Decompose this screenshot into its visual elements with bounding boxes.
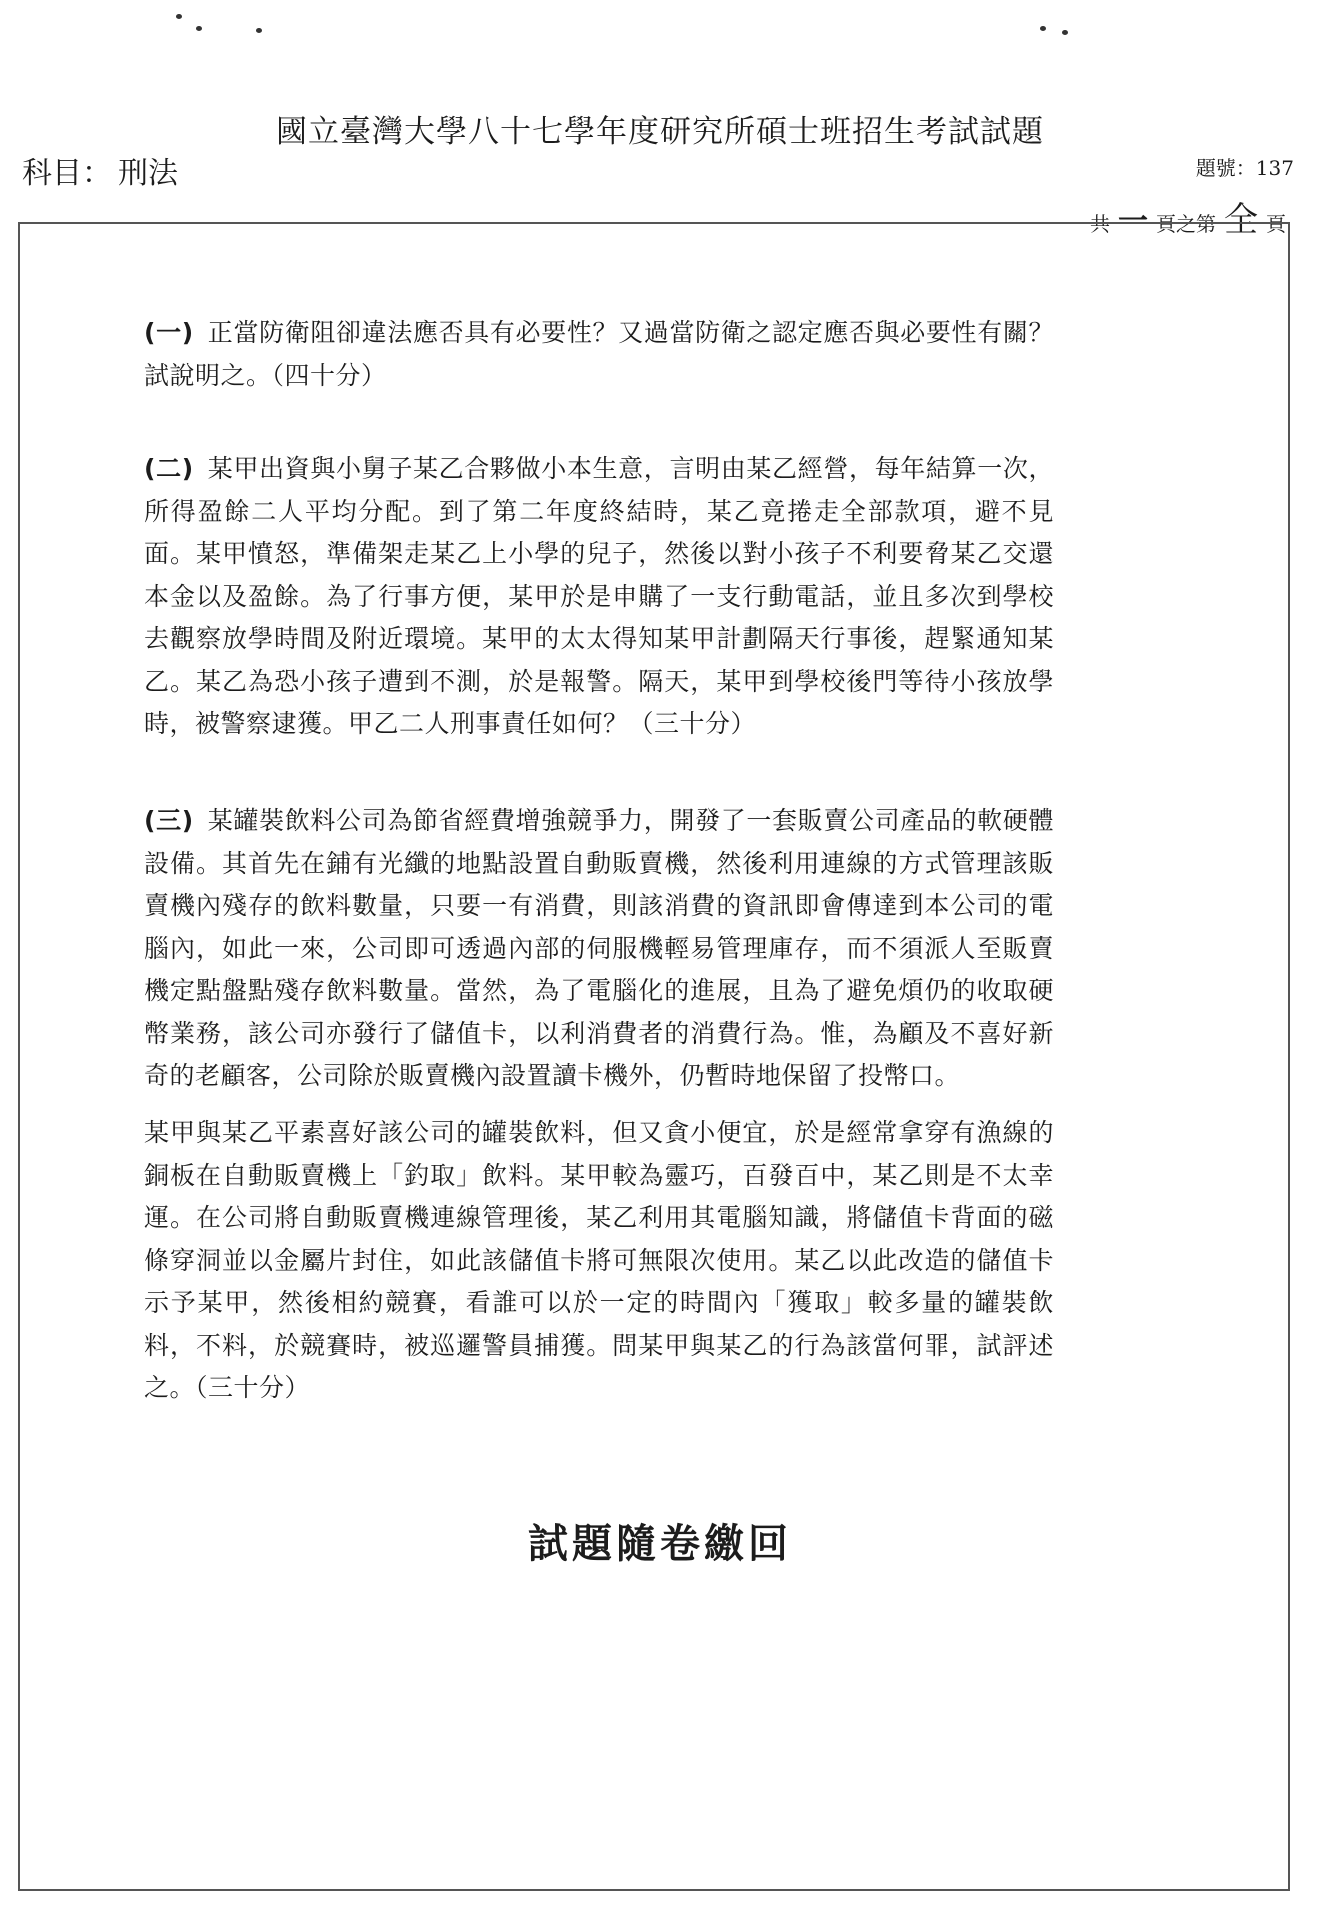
scan-speck [1040,26,1046,31]
question-2-label: (二) [144,454,194,483]
pages-middle: 頁之第 [1156,212,1216,236]
return-notice: 試題隨卷繳回 [528,1520,792,1567]
pages-prefix: 共 [1090,212,1110,236]
question-3 [144,800,1054,1098]
question-1-label: (一) [144,318,194,347]
question-3-text: 某罐裝飲料公司為節省經費增強競爭力，開發了一套販賣公司產品的軟硬體設備。其首先在鋪有光纖的地點設置自動販賣機，然後利用連線的方式管理該販賣機內殘存的飲料數量，只要一有消費，則該消費的資訊即會傳達到本公司的電腦內，如此一來，公司即可透過內部的伺服機輕易管理庫存，而不須派人至販賣機定點盤點殘存飲料數量。當然，為了電腦化的進展，且為了避免煩仍的收取硬幣業務，該公司亦發行了儲值卡，以利消費者的消費行為。惟，為顧及不喜好新奇的老顧客，公司除於販賣機內設置讀卡機外，仍暫時地保留了投幣口。 [144,806,1054,1090]
question-2-text: 某甲出資與小舅子某乙合夥做小本生意，言明由某乙經營，每年結算一次，所得盈餘二人平均分配。到了第二年度終結時，某乙竟捲走全部款項，避不見面。某甲憤怒，準備架走某乙上小學的兒子，然後以對小孩子不利要脅某乙交還本金以及盈餘。為了行事方便，某甲於是申購了一支行動電話，並且多次到學校去觀察放學時間及附近環境。某甲的太太得知某甲計劃隔天行事後，趕緊通知某乙。某乙為恐小孩子遭到不測，於是報警。隔天，某甲到學校後門等待小孩放學時，被警察逮獲。甲乙二人刑事責任如何？（三十分） [144,454,1054,738]
question-2 [144,448,1054,746]
question-1-text: 正當防衛阻卻違法應否具有必要性？又過當防衛之認定應否與必要性有關？試說明之。（四十分） [144,318,1054,390]
subject-value: 刑法 [118,156,178,191]
subject-label: 科目： [22,156,112,191]
question-number: 題號：137 [1195,156,1294,180]
exam-title: 國立臺灣大學八十七學年度研究所碩士班招生考試試題 [276,114,1044,150]
question-3-label: (三) [144,806,194,835]
scan-speck [256,28,262,33]
pages-total: 一 [1118,204,1148,239]
subject [22,148,178,192]
pages-suffix: 頁 [1266,212,1286,236]
pages-current: 全 [1224,200,1258,240]
question-1 [144,312,1054,397]
question-3-scenario: 某甲與某乙平素喜好該公司的罐裝飲料，但又貪小便宜，於是經常拿穿有漁線的銅板在自動販賣機上「釣取」飲料。某甲較為靈巧，百發百中，某乙則是不太幸運。在公司將自動販賣機連線管理後，某乙利用其電腦知識，將儲值卡背面的磁條穿洞並以金屬片封住，如此該儲值卡將可無限次使用。某乙以此改造的儲值卡示予某甲，然後相約競賽，看誰可以於一定的時間內「獲取」較多量的罐裝飲料，不料，於競賽時，被巡邏警員捕獲。問某甲與某乙的行為該當何罪，試評述之。（三十分） [144,1118,1054,1402]
scan-speck [176,14,182,19]
scan-speck [1062,30,1068,35]
scan-speck [196,26,202,31]
